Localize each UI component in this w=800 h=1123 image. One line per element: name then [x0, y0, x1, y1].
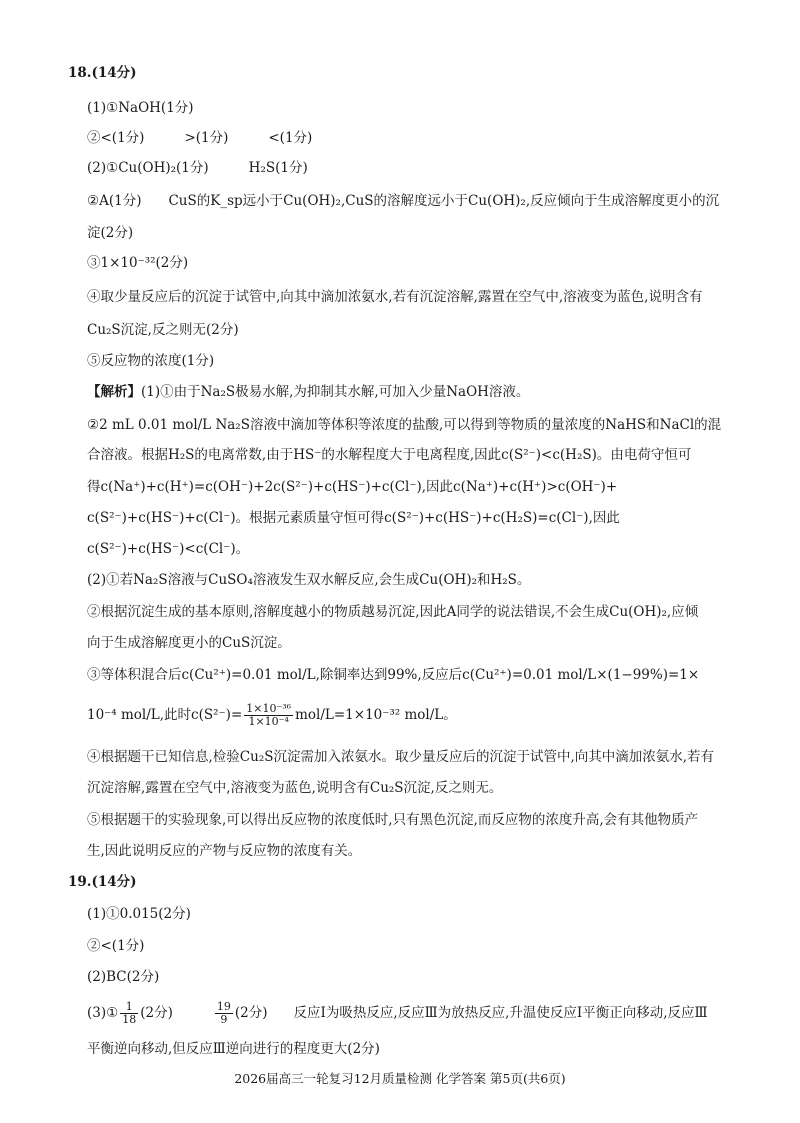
q19-fraction-1-den: 18	[122, 1013, 137, 1026]
q19-1-1: (1)①0.015(2分)	[87, 906, 191, 922]
analysis-4-l2: 向于生成溶解度更小的CuS沉淀。	[87, 635, 291, 651]
q19-3-score2: (2分)	[234, 1005, 268, 1021]
q19-fraction-2	[215, 1001, 233, 1026]
q18-1-2	[87, 129, 312, 147]
analysis-2-l3: 得c(Na⁺)+c(H⁺)=c(OH⁻)+2c(S²⁻)+c(HS⁻)+c(Cl⁻),因此c(Na⁺)+c(H⁺)>c(OH⁻)+	[87, 479, 618, 495]
q18-2-2-line2: 淀(2分)	[87, 225, 134, 241]
q18-2-1	[87, 159, 308, 177]
analysis-5-l2	[87, 703, 457, 728]
analysis-1-text: (1)①由于Na₂S极易水解,为抑制其水解,可加入少量NaOH溶液。	[141, 384, 530, 400]
q19-fraction-2-num: 19	[216, 1000, 231, 1013]
q19-3-text: 反应Ⅰ为吸热反应,反应Ⅲ为放热反应,升温使反应Ⅰ平衡正向移动,反应Ⅲ	[293, 1005, 708, 1021]
analysis-7-l2: 生,因此说明反应的产物与反应物的浓度有关。	[87, 843, 362, 859]
q18-2-4-line1: ④取少量反应后的沉淀于试管中,向其中滴加浓氨水,若有沉淀溶解,露置在空气中,溶液变为蓝色,说明含有	[87, 289, 703, 305]
analysis-7-l1: ⑤根据题干的实验现象,可以得出反应物的浓度低时,只有黑色沉淀,而反应物的浓度升高,会有其他物质产	[87, 812, 699, 828]
q18-2-4-line2: Cu₂S沉淀,反之则无(2分)	[87, 322, 239, 338]
concentration-fraction	[244, 703, 293, 728]
analysis-3: (2)①若Na₂S溶液与CuSO₄溶液发生双水解反应,会生成Cu(OH)₂和H₂S。	[87, 572, 531, 588]
analysis-1	[87, 383, 529, 401]
q18-1-1: (1)①NaOH(1分)	[87, 100, 194, 116]
q18-header: 18.(14分)	[68, 65, 137, 81]
q18-2-2-line1: ②A(1分) CuS的K_sp远小于Cu(OH)₂,CuS的溶解度远小于Cu(OH)₂,反应倾向于生成溶解度更小的沉	[87, 193, 720, 209]
analysis-5-l1: ③等体积混合后c(Cu²⁺)=0.01 mol/L,除铜率达到99%,反应后c(Cu²⁺)=0.01 mol/L×(1−99%)=1×	[87, 667, 700, 683]
q18-1-2-c: <(1分)	[268, 130, 313, 146]
q19-3-line1	[87, 1001, 708, 1026]
analysis-6-l2: 沉淀溶解,露置在空气中,溶液变为蓝色,说明含有Cu₂S沉淀,反之则无。	[87, 780, 503, 796]
analysis-4-l1: ②根据沉淀生成的基本原则,溶解度越小的物质越易沉淀,因此A同学的说法错误,不会生成Cu(OH)₂,应倾	[87, 604, 699, 620]
fraction-numerator: 1×10⁻³⁶	[246, 702, 292, 715]
q18-2-1-a: (2)①Cu(OH)₂(1分)	[87, 160, 209, 176]
q19-3-line2: 平衡逆向移动,但反应Ⅲ逆向进行的程度更大(2分)	[87, 1041, 380, 1057]
q19-fraction-1-num: 1	[120, 1001, 138, 1014]
analysis-5-l2-post: mol/L=1×10⁻³² mol/L。	[295, 707, 457, 723]
q19-header: 19.(14分)	[68, 874, 137, 890]
analysis-2-l2: 合溶液。根据H₂S的电离常数,由于HS⁻的水解程度大于电离程度,因此c(S²⁻)<c(H₂S)。由电荷守恒可	[87, 447, 692, 463]
analysis-tag: 【解析】	[87, 384, 141, 400]
q18-2-1-b: H₂S(1分)	[248, 160, 308, 176]
analysis-6-l1: ④根据题干已知信息,检验Cu₂S沉淀需加入浓氨水。取少量反应后的沉淀于试管中,向其中滴加浓氨水,若有	[87, 749, 715, 765]
analysis-5-l2-pre: 10⁻⁴ mol/L,此时c(S²⁻)=	[87, 707, 243, 723]
q19-fraction-1	[120, 1001, 138, 1026]
fraction-denominator: 1×10⁻⁴	[248, 715, 289, 728]
analysis-2-l1: ②2 mL 0.01 mol/L Na₂S溶液中滴加等体积等浓度的盐酸,可以得到等物质的量浓度的NaHS和NaCl的混	[87, 417, 722, 433]
q18-2-3: ③1×10⁻³²(2分)	[87, 255, 189, 271]
q18-1-2-b: >(1分)	[184, 130, 229, 146]
q19-2: (2)BC(2分)	[87, 969, 160, 985]
q19-3-pre: (3)①	[87, 1005, 119, 1021]
q19-fraction-2-den: 9	[220, 1013, 228, 1026]
q18-1-2-a: ②<(1分)	[87, 130, 145, 146]
analysis-2-l4: c(S²⁻)+c(HS⁻)+c(Cl⁻)。根据元素质量守恒可得c(S²⁻)+c(HS⁻)+c(H₂S)=c(Cl⁻),因此	[87, 510, 620, 526]
q19-1-2: ②<(1分)	[87, 938, 145, 954]
q19-3-score1: (2分)	[140, 1005, 173, 1021]
analysis-2-l5: c(S²⁻)+c(HS⁻)<c(Cl⁻)。	[87, 541, 250, 557]
q18-2-5: ⑤反应物的浓度(1分)	[87, 353, 215, 369]
page-footer: 2026届高三一轮复习12月质量检测 化学答案 第5页(共6页)	[234, 1071, 566, 1086]
